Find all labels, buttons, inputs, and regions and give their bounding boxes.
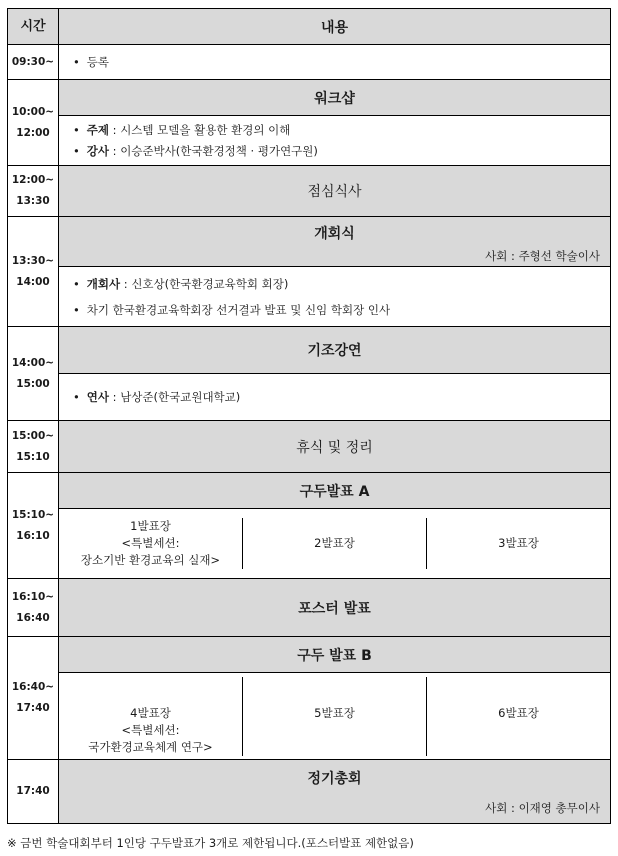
general-meeting-title: 정기총회 (307, 770, 362, 787)
row-keynote (8, 327, 611, 374)
time-cell: 16:10~ 16:40 (8, 579, 59, 637)
oral-a-room-1: 1발표장 <특별세션: 장소기반 환경교육의 실재> (59, 518, 243, 569)
oral-b-room-4: 4발표장 <특별세션: 국가환경교육체계 연구> (59, 677, 243, 756)
row-oral-b (8, 637, 611, 673)
keynote-title: 기조강연 (59, 327, 611, 374)
oral-a-rooms (59, 509, 611, 579)
time-cell: 13:30~ 14:00 (8, 217, 59, 327)
opening-chair: 사회 : 주형선 학술이사 (485, 248, 600, 263)
keynote-details: • 연사 : 남상준(한국교원대학교) (59, 374, 611, 421)
header-time: 시간 (8, 9, 59, 45)
opening-title: 개회식 (314, 225, 355, 242)
oral-a-room-2: 2발표장 (243, 518, 427, 569)
registration-item: • 등록 (59, 45, 611, 80)
oral-b-room-6: 6발표장 (498, 705, 539, 720)
general-meeting-chair: 사회 : 이재영 총무이사 (485, 800, 600, 815)
time-cell: 15:10~ 16:10 (8, 473, 59, 579)
row-break (8, 421, 611, 473)
oral-a-room-3: 3발표장 (498, 536, 539, 550)
oral-b-room-5: 5발표장 (243, 677, 427, 756)
row-oral-a (8, 473, 611, 509)
row-workshop (8, 80, 611, 116)
row-general-meeting (8, 760, 611, 824)
oral-b-rooms (59, 673, 611, 760)
general-meeting-cell (59, 760, 611, 824)
poster-title: 포스터 발표 (59, 579, 611, 637)
time-cell: 10:00~ 12:00 (8, 80, 59, 166)
workshop-details: • 주제 : 시스템 모델을 활용한 환경의 이해 • 강사 : 이승준박사(한국환경정책 · 평가연구원) (59, 116, 611, 166)
break-title: 휴식 및 정리 (59, 421, 611, 473)
footnote: ※ 금번 학술대회부터 1인당 구두발표가 3개로 제한됩니다.(포스터발표 제한없음) (7, 836, 414, 850)
header-content: 내용 (59, 9, 611, 45)
row-poster (8, 579, 611, 637)
opening-header (59, 217, 611, 267)
row-opening (8, 217, 611, 267)
row-lunch (8, 166, 611, 217)
oral-a-title: 구두발표 A (59, 473, 611, 509)
oral-b-title: 구두 발표 B (59, 637, 611, 673)
time-cell: 15:00~ 15:10 (8, 421, 59, 473)
time-cell: 17:40 (8, 760, 59, 824)
time-cell: 14:00~ 15:00 (8, 327, 59, 421)
lunch-title: 점심식사 (59, 166, 611, 217)
time-cell: 16:40~ 17:40 (8, 637, 59, 760)
time-cell: 09:30~ (8, 45, 59, 80)
workshop-title: 워크샵 (59, 80, 611, 116)
time-cell: 12:00~ 13:30 (8, 166, 59, 217)
opening-details: • 개회사 : 신호상(한국환경교육학회 회장) • 차기 한국환경교육학회장 선거결과 발표 및 신임 학회장 인사 (59, 267, 611, 327)
row-registration (8, 45, 611, 80)
schedule-table (7, 8, 611, 824)
